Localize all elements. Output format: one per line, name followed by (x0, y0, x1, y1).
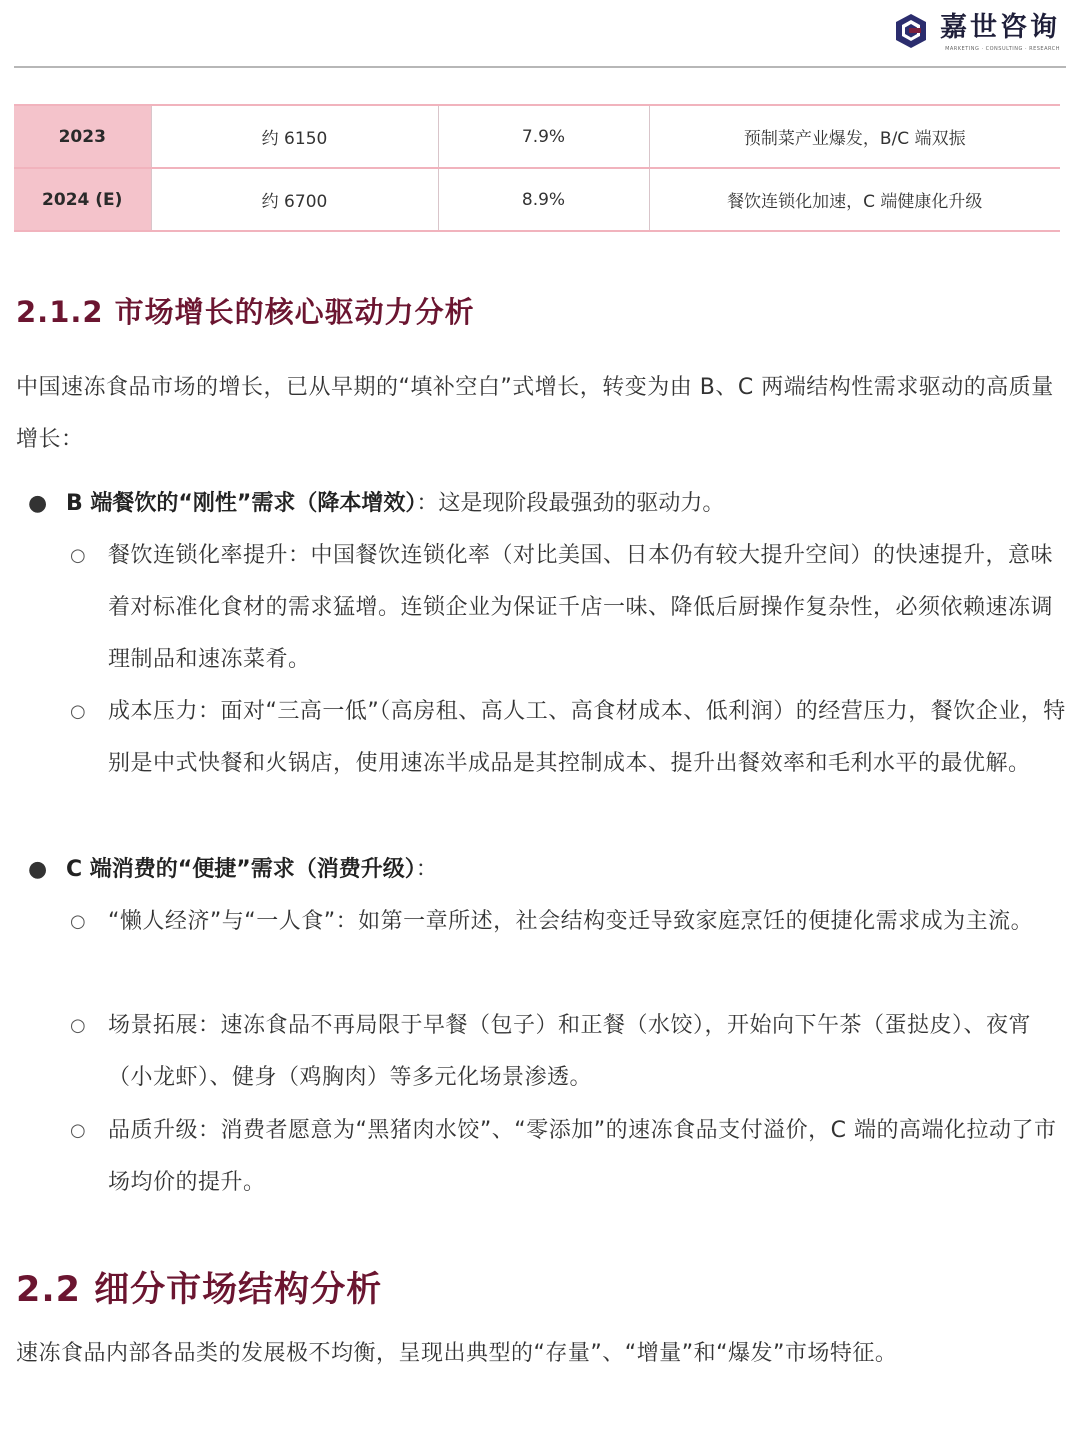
jiashi-logo-icon (892, 12, 930, 52)
sub-bullet-scene-expansion: 场景拓展：速冻食品不再局限于早餐（包子）和正餐（水饺），开始向下午茶（蛋挞皮）、夜宵（小龙虾）、健身（鸡胸肉）等多元化场景渗透。 (108, 1013, 1032, 1090)
market-size-table (14, 104, 1060, 232)
bullet-marker: ● (28, 857, 48, 882)
driver-cell: 餐饮连锁化加速，C 端健康化升级 (649, 168, 1060, 231)
growth-rate-cell: 7.9% (438, 105, 649, 168)
bullet-c-end-demand (66, 844, 1066, 896)
growth-rate-cell: 8.9% (438, 168, 649, 231)
section-heading-2-1-2: 2.1.2 市场增长的核心驱动力分析 (16, 295, 475, 329)
year-cell: 2024 (E) (14, 168, 151, 231)
sub-bullet-marker: ○ (70, 1120, 86, 1141)
sub-bullet-chain-rate: 餐饮连锁化率提升：中国餐饮连锁化率（对比美国、日本仍有较大提升空间）的快速提升，意味着对标准化食材的需求猛增。连锁企业为保证千店一味、降低后厨操作复杂性，必须依赖速冻调理制品和速冻菜肴。 (108, 543, 1054, 672)
bullet-heading: B 端餐饮的“刚性”需求（降本增效） (66, 491, 417, 516)
market-size-cell: 约 6150 (151, 105, 438, 168)
sub-bullet-marker: ○ (70, 1015, 86, 1036)
brand-name: 嘉世咨询 (940, 12, 1060, 43)
brand-logo (892, 12, 1060, 52)
driver-cell: 预制菜产业爆发，B/C 端双振 (649, 105, 1060, 168)
sub-bullet-marker: ○ (70, 911, 86, 932)
bullet-marker: ● (28, 491, 48, 516)
year-cell: 2023 (14, 105, 151, 168)
header-divider (14, 66, 1066, 68)
market-size-cell: 约 6700 (151, 168, 438, 231)
bullet-rest: ： (415, 857, 438, 882)
sub-bullet-lazy-economy: “懒人经济”与“一人食”：如第一章所述，社会结构变迁导致家庭烹饪的便捷化需求成为主流。 (108, 909, 1034, 934)
sub-bullet-marker: ○ (70, 701, 86, 722)
section-2-2-intro: 速冻食品内部各品类的发展极不均衡，呈现出典型的“存量”、“增量”和“爆发”市场特征。 (16, 1341, 898, 1366)
sub-bullet-quality-upgrade: 品质升级：消费者愿意为“黑猪肉水饺”、“零添加”的速冻食品支付溢价，C 端的高端化拉动了市场均价的提升。 (108, 1118, 1057, 1195)
section-heading-2-2: 2.2 细分市场结构分析 (16, 1270, 383, 1310)
sub-bullet-cost-pressure: 成本压力：面对“三高一低”（高房租、高人工、高食材成本、低利润）的经营压力，餐饮企业，特别是中式快餐和火锅店，使用速冻半成品是其控制成本、提升出餐效率和毛利水平的最优解。 (108, 699, 1066, 776)
bullet-b-end-demand (66, 478, 1066, 530)
bullet-heading: C 端消费的“便捷”需求（消费升级） (66, 857, 416, 882)
bullet-rest: ：这是现阶段最强劲的驱动力。 (416, 491, 725, 516)
page-header (0, 0, 1080, 68)
table-row (14, 168, 1060, 231)
section-intro-paragraph: 中国速冻食品市场的增长，已从早期的“填补空白”式增长，转变为由 B、C 两端结构性需求驱动的高质量增长： (16, 375, 1054, 452)
brand-tagline: MARKETING · CONSULTING · RESEARCH (945, 46, 1060, 52)
table-row (14, 105, 1060, 168)
sub-bullet-marker: ○ (70, 545, 86, 566)
